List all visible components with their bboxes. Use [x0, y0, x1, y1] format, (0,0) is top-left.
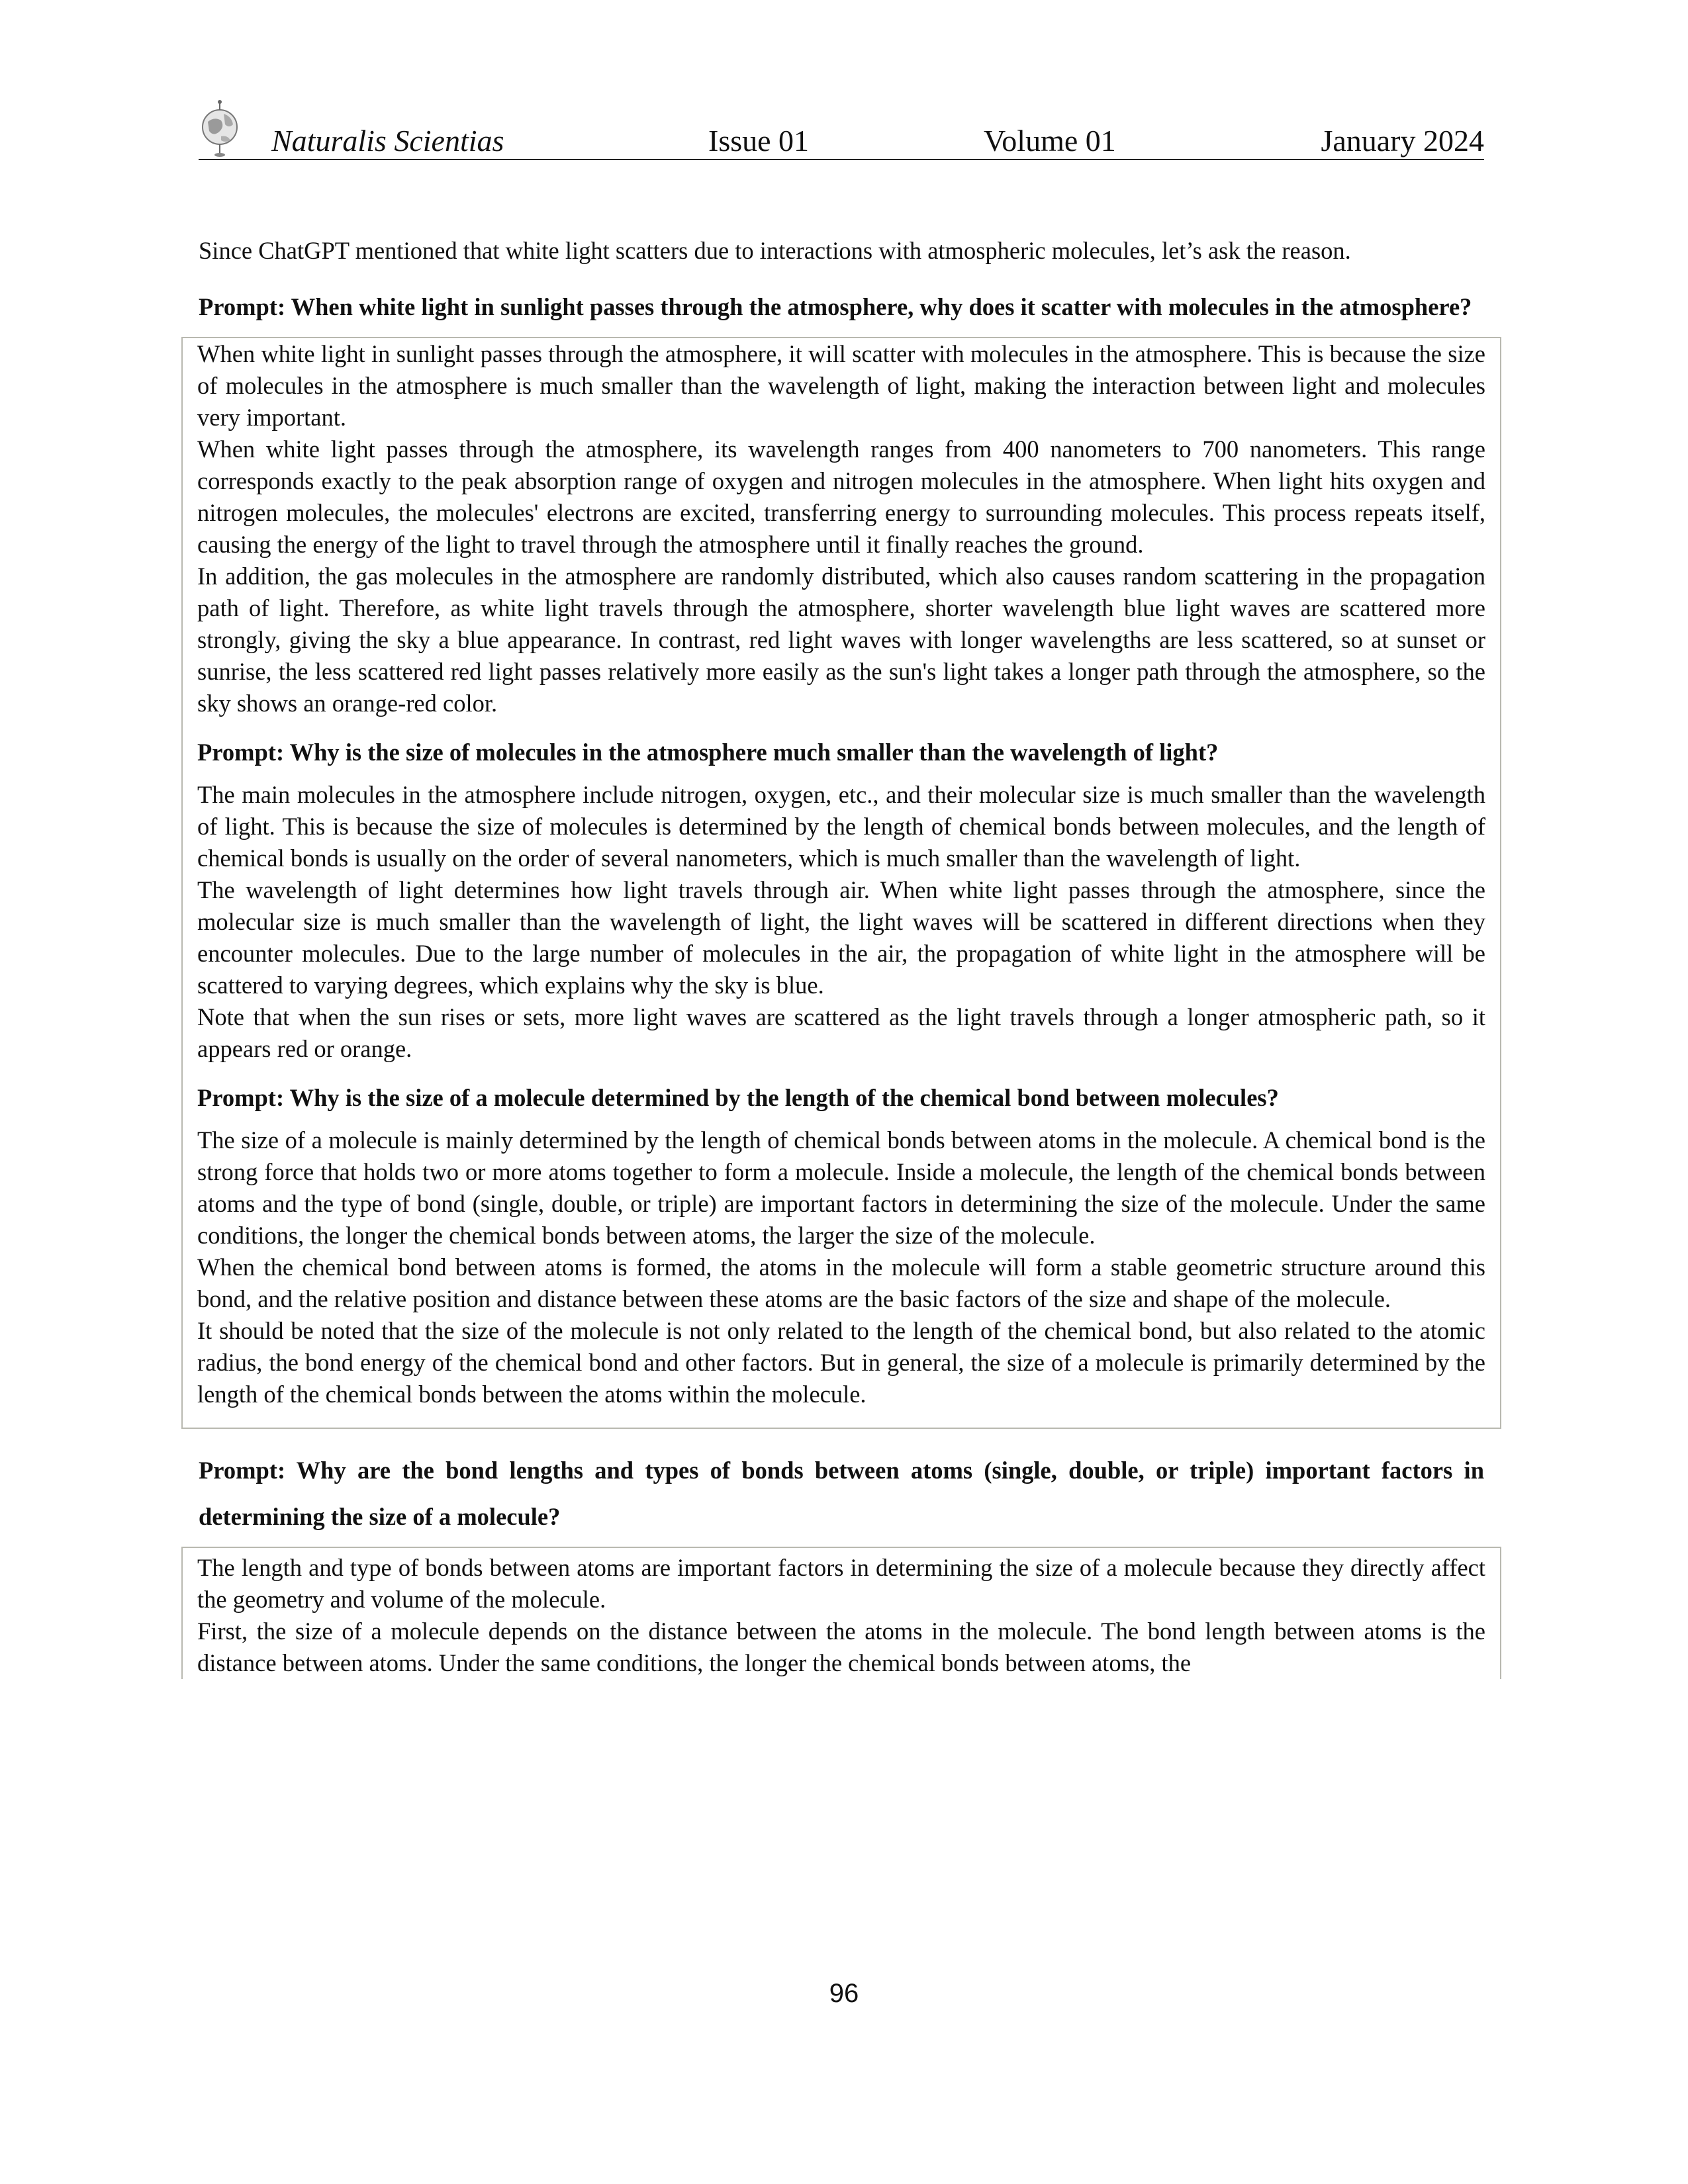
issue-label: Issue 01 — [708, 124, 810, 158]
page-number: 96 — [829, 1979, 859, 2008]
prompt-4: Prompt: Why are the bond lengths and types of bonds between atoms (single, double, or triple) important factors in determining the size of a molecule? — [199, 1457, 1484, 1530]
globe-logo-icon — [199, 98, 241, 158]
response-1-paragraph: When white light passes through the atmosphere, its wavelength ranges from 400 nanometers to 700 nanometers. This range corresponds exactly to the peak absorption range of oxygen and nitrogen molecules in the atmosphere. When light hits oxygen and nitrogen molecules, the molecules' electrons are excited, transferring energy to surrounding molecules. This process repeats itself, causing the energy of the light to travel through the atmosphere until it finally reaches the ground. — [197, 435, 1485, 558]
response-3-paragraph: The size of a molecule is mainly determined by the length of chemical bonds between atoms in the molecule. A chemical bond is the strong force that holds two or more atoms together to form a molecule. Inside a molecule, the length of the chemical bonds between atoms and the type of bond (single, double, or triple) are important factors in determining the size of the molecule. Under the same conditions, the longer the chemical bonds between atoms, the larger the size of the molecule. — [197, 1126, 1485, 1249]
response-3-paragraph: When the chemical bond between atoms is formed, the atoms in the molecule will form a stable geometric structure around this bond, and the relative position and distance between these atoms are the basic factors of the size and shape of the molecule. — [197, 1253, 1485, 1312]
running-header — [199, 98, 1484, 160]
response-1-paragraph: When white light in sunlight passes through the atmosphere, it will scatter with molecules in the atmosphere. This is because the size of molecules in the atmosphere is much smaller than the wavelength of light, making the interaction between light and molecules very important. — [197, 340, 1485, 431]
volume-label: Volume 01 — [984, 124, 1116, 158]
page-body — [199, 235, 1484, 1679]
response-3-paragraph: It should be noted that the size of the molecule is not only related to the length of the chemical bond, but also related to the atomic radius, the bond energy of the chemical bond and other factors. But in general, the size of a molecule is primarily determined by the length of the chemical bonds between the atoms within the molecule. — [197, 1317, 1485, 1408]
intro-paragraph: Since ChatGPT mentioned that white light scatters due to interactions with atmospheric molecules, let’s ask the reason. — [199, 237, 1351, 264]
response-1-paragraph: In addition, the gas molecules in the atmosphere are randomly distributed, which also causes random scattering in the propagation path of light. Therefore, as white light travels through the atmosphere, shorter wavelength blue light waves are scattered more strongly, giving the sky a blue appearance. In contrast, red light waves with longer wavelengths are less scattered, so at sunset or sunrise, the less scattered red light passes relatively more easily as the sun's light takes a longer path through the atmosphere, so the sky shows an orange-red color. — [197, 563, 1485, 717]
response-2-paragraph: The main molecules in the atmosphere include nitrogen, oxygen, etc., and their molecular size is much smaller than the wavelength of light. This is because the size of molecules is determined by the length of chemical bonds between molecules, and the length of chemical bonds is usually on the order of several nanometers, which is much smaller than the wavelength of light. — [197, 781, 1485, 872]
response-2-paragraph: Note that when the sun rises or sets, more light waves are scattered as the light travels through a longer atmospheric path, so it appears red or orange. — [197, 1003, 1485, 1062]
issue-date: January 2024 — [1321, 124, 1484, 158]
response-box-1 — [181, 337, 1501, 1429]
journal-name: Naturalis Scientias — [271, 124, 504, 158]
response-4-paragraph: The length and type of bonds between atoms are important factors in determining the size of a molecule because they directly affect the geometry and volume of the molecule. — [197, 1554, 1485, 1613]
response-2-paragraph: The wavelength of light determines how light travels through air. When white light passes through the atmosphere, since the molecular size is much smaller than the wavelength of light, the light waves will be scattered in different directions when they encounter molecules. Due to the large number of molecules in the air, the propagation of white light in the atmosphere will be scattered to varying degrees, which explains why the sky is blue. — [197, 876, 1485, 999]
prompt-2: Prompt: Why is the size of molecules in the atmosphere much smaller than the wavelength of light? — [197, 739, 1219, 766]
response-box-4 — [181, 1547, 1501, 1679]
prompt-1: Prompt: When white light in sunlight passes through the atmosphere, why does it scatter with molecules in the atmosphere? — [199, 293, 1472, 320]
prompt-3: Prompt: Why is the size of a molecule determined by the length of the chemical bond between molecules? — [197, 1084, 1279, 1111]
response-4-paragraph: First, the size of a molecule depends on the distance between the atoms in the molecule. The bond length between atoms is the distance between atoms. Under the same conditions, the longer the chemical bonds between atoms, the — [197, 1617, 1485, 1676]
